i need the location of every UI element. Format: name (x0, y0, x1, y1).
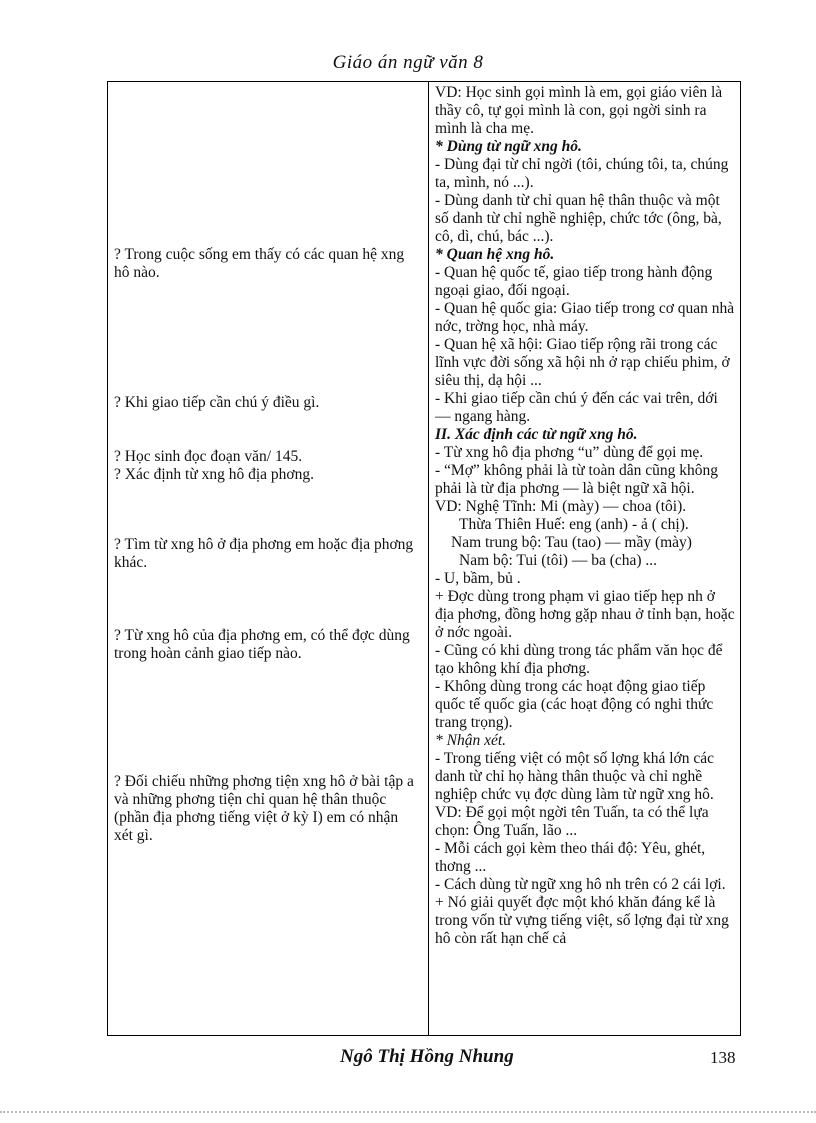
answer-line: - Dùng đại từ chỉ ngời (tôi, chúng tôi, ta, chúng ta, mình, nó ...). (435, 156, 729, 191)
answer-line: + Nó giải quyết đợc một khó khăn đáng kể là trong vốn từ vựng tiếng việt, số lợng đại từ xng hô còn rất hạn chế cả (435, 894, 729, 947)
answers-column (429, 82, 741, 1035)
answer-line: - Quan hệ quốc tế, giao tiếp trong hành động ngoại giao, đối ngoại. (435, 264, 713, 299)
answer-line: - U, bầm, bủ . (435, 570, 521, 587)
answer-line: - Dùng danh từ chỉ quan hệ thân thuộc và một số danh từ chỉ nghề nghiệp, chức tớc (ông, bà, cô, dì, chú, bác ...). (435, 192, 722, 245)
answer-line: - Mỗi cách gọi kèm theo thái độ: Yêu, ghét, thơng ... (435, 840, 706, 875)
answer-line: - Không dùng trong các hoạt động giao tiếp quốc tế quốc gia (các hoạt động có nghi thức trang trọng). (435, 678, 714, 731)
answers-text (429, 82, 741, 948)
section-heading: * Quan hệ xng hô. (435, 246, 555, 263)
answer-line: - Cách dùng từ ngữ xng hô nh trên có 2 cái lợi. (435, 876, 726, 893)
document-header: Giáo án ngữ văn 8 (332, 52, 484, 73)
page-number: 138 (710, 1048, 736, 1067)
answer-line: VD: Để gọi một ngời tên Tuấn, ta có thể lựa chọn: Ông Tuấn, lão ... (435, 804, 709, 839)
questions-column (108, 82, 428, 1035)
question-compare: ? Đối chiếu những phơng tiện xng hô ở bài tập a và những phơng tiện chỉ quan hệ thân thuộc (phần địa phơng tiếng việt ở kỳ I) em có nhận xét gì. (114, 773, 414, 844)
answer-line: Nam bộ: Tui (tôi) — ba (cha) ... (459, 552, 658, 569)
answer-line: - Quan hệ quốc gia: Giao tiếp trong cơ quan nhà nớc, trờng học, nhà máy. (435, 300, 735, 335)
answer-line: + Đợc dùng trong phạm vi giao tiếp hẹp nh ở địa phơng, đồng hơng gặp nhau ở tỉnh bạn, hoặc ở nớc ngoài. (435, 588, 735, 641)
page-bottom-border (0, 1111, 816, 1113)
answer-line: - Cũng có khi dùng trong tác phẩm văn học để tạo không khí địa phơng. (435, 642, 723, 677)
question-relations: ? Trong cuộc sống em thấy có các quan hệ xng hô nào. (114, 246, 405, 281)
answer-line: Thừa Thiên Huế: eng (anh) - ả ( chị). (459, 516, 689, 533)
question-identify-terms: ? Xác định từ xng hô địa phơng. (114, 466, 314, 483)
answer-line: - “Mợ” không phải là từ toàn dân cũng không phải là từ địa phơng — là biệt ngữ xã hội. (435, 462, 719, 497)
answer-line: - Khi giao tiếp cần chú ý đến các vai trên, dới — ngang hàng. (435, 390, 718, 425)
question-attention: ? Khi giao tiếp cần chú ý điều gì. (114, 394, 320, 411)
answer-line: - Quan hệ xã hội: Giao tiếp rộng rãi trong các lĩnh vực đời sống xã hội nh ở rạp chiếu phim, ở siêu thị, dạ hội ... (435, 336, 730, 389)
section-heading: II. Xác định các từ ngữ xng hô. (435, 426, 638, 443)
section-heading: * Nhận xét. (435, 732, 507, 749)
answer-line: VD: Nghệ Tĩnh: Mi (mày) — choa (tôi). (435, 498, 687, 515)
answer-line: - Từ xng hô địa phơng “u” dùng để gọi mẹ. (435, 444, 704, 461)
answer-line: - Trong tiếng việt có một số lợng khá lớn các danh từ chỉ họ hàng thân thuộc và chỉ nghề nghiệp chức vụ đợc dùng làm từ ngữ xng hô. (435, 750, 714, 803)
question-usage-context: ? Từ xng hô của địa phơng em, có thể đợc dùng trong hoàn cảnh giao tiếp nào. (114, 627, 410, 662)
section-heading: * Dùng từ ngữ xng hô. (435, 138, 582, 155)
author-signature: Ngô Thị Hồng Nhung (340, 1046, 514, 1067)
lesson-table (107, 81, 741, 1036)
answer-line: VD: Học sinh gọi mình là em, gọi giáo viên là thầy cô, tự gọi mình là con, gọi ngời sinh ra mình là cha mẹ. (435, 84, 723, 137)
question-find-local-terms: ? Tìm từ xng hô ở địa phơng em hoặc địa phơng khác. (114, 536, 414, 571)
question-read-passage: ? Học sinh đọc đoạn văn/ 145. (114, 448, 303, 465)
answer-line: Nam trung bộ: Tau (tao) — mầy (mày) (451, 534, 692, 551)
